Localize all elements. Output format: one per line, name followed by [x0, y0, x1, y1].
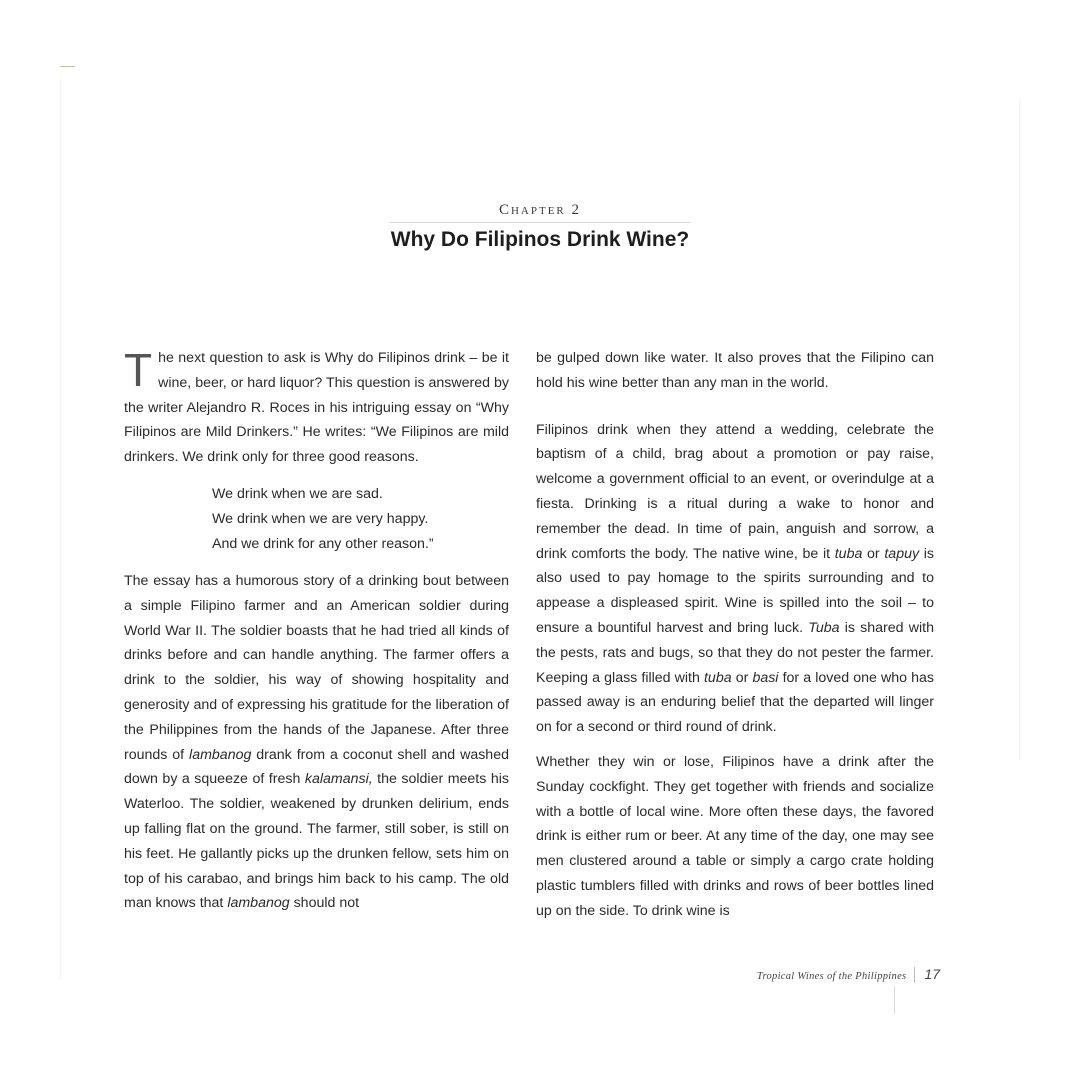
- chapter-title: Why Do Filipinos Drink Wine?: [390, 228, 690, 251]
- right-column: [536, 346, 934, 924]
- footer-divider: [914, 967, 915, 983]
- chapter-rule: [389, 222, 691, 223]
- page-number: 17: [924, 966, 940, 982]
- quoted-verse: [212, 482, 509, 557]
- paragraph-occasions: Filipinos drink when they attend a wedding, celebrate the baptism of a child, brag about a promotion or pay raise, welcome a government official to an event, or overindulge at a fiesta. Drinking is a ritual during a wake to honor and remember the dead. In time of pain, anguish and sorrow, a drink comforts the body. The native wine, be it tuba or tapuy is also used to pay homage to the spirits surrounding and to appease a displeased spirit. Wine is spilled into the soil – to ensure a bountiful harvest and bring luck. Tuba is shared with the pests, rats and bugs, so that they do not pester the farmer. Keeping a glass filled with tuba or basi for a loved one who has passed away is an enduring belief that the departed will linger on for a second or third round of drink.: [536, 421, 935, 736]
- page-edge-left: [60, 80, 61, 980]
- drop-cap: T: [124, 344, 153, 396]
- chapter-heading: [340, 202, 740, 252]
- verse-line: We drink when we are sad.: [212, 485, 383, 502]
- page-edge-right: [1019, 100, 1020, 760]
- paragraph-intro: [124, 346, 509, 470]
- running-footer-title: Tropical Wines of the Philippines: [756, 971, 907, 982]
- footer-rule: [894, 986, 895, 1014]
- verse-line: We drink when we are very happy.: [212, 510, 429, 527]
- paragraph-continuation: be gulped down like water. It also proves that the Filipino can hold his wine better than any man in the world.: [536, 350, 934, 391]
- page-footer: [700, 966, 940, 984]
- verse-line: And we drink for any other reason.”: [212, 535, 434, 552]
- crop-mark: [60, 66, 75, 67]
- left-column: [124, 346, 509, 916]
- chapter-label: Chapter 2: [498, 202, 582, 218]
- paragraph-cockfight: Whether they win or lose, Filipinos have a drink after the Sunday cockfight. They get together with friends and socialize with a bottle of local wine. More often these days, the favored drink is either rum or beer. At any time of the day, one may see men clustered around a table or simply a cargo crate holding plastic tumblers filled with drinks and rows of beer bottles lined up on the side. To drink wine is: [536, 753, 934, 919]
- paragraph-story: The essay has a humorous story of a drinking bout between a simple Filipino farmer and an American soldier during World War II. The soldier boasts that he had tried all kinds of drinks before and can handle anything. The farmer offers a drink to the soldier, his way of showing hospitality and generosity and of expressing his gratitude for the liberation of the Philippines from the hands of the Japanese. After three rounds of lambanog drank from a coconut shell and washed down by a squeeze of fresh kalamansi, the soldier meets his Waterloo. The soldier, weakened by drunken delirium, ends up falling flat on the ground. The farmer, still sober, is still on his feet. He gallantly picks up the drunken fellow, sets him on top of his carabao, and brings him back to his camp. The old man knows that lambanog should not: [124, 572, 509, 912]
- intro-text: he next question to ask is Why do Filipinos drink – be it wine, beer, or hard liquor? This question is answered by the writer Alejandro R. Roces in his intriguing essay on “Why Filipinos are Mild Drinkers.” He writes: “We Filipinos are mild drinkers. We drink only for three good reasons.: [124, 350, 509, 466]
